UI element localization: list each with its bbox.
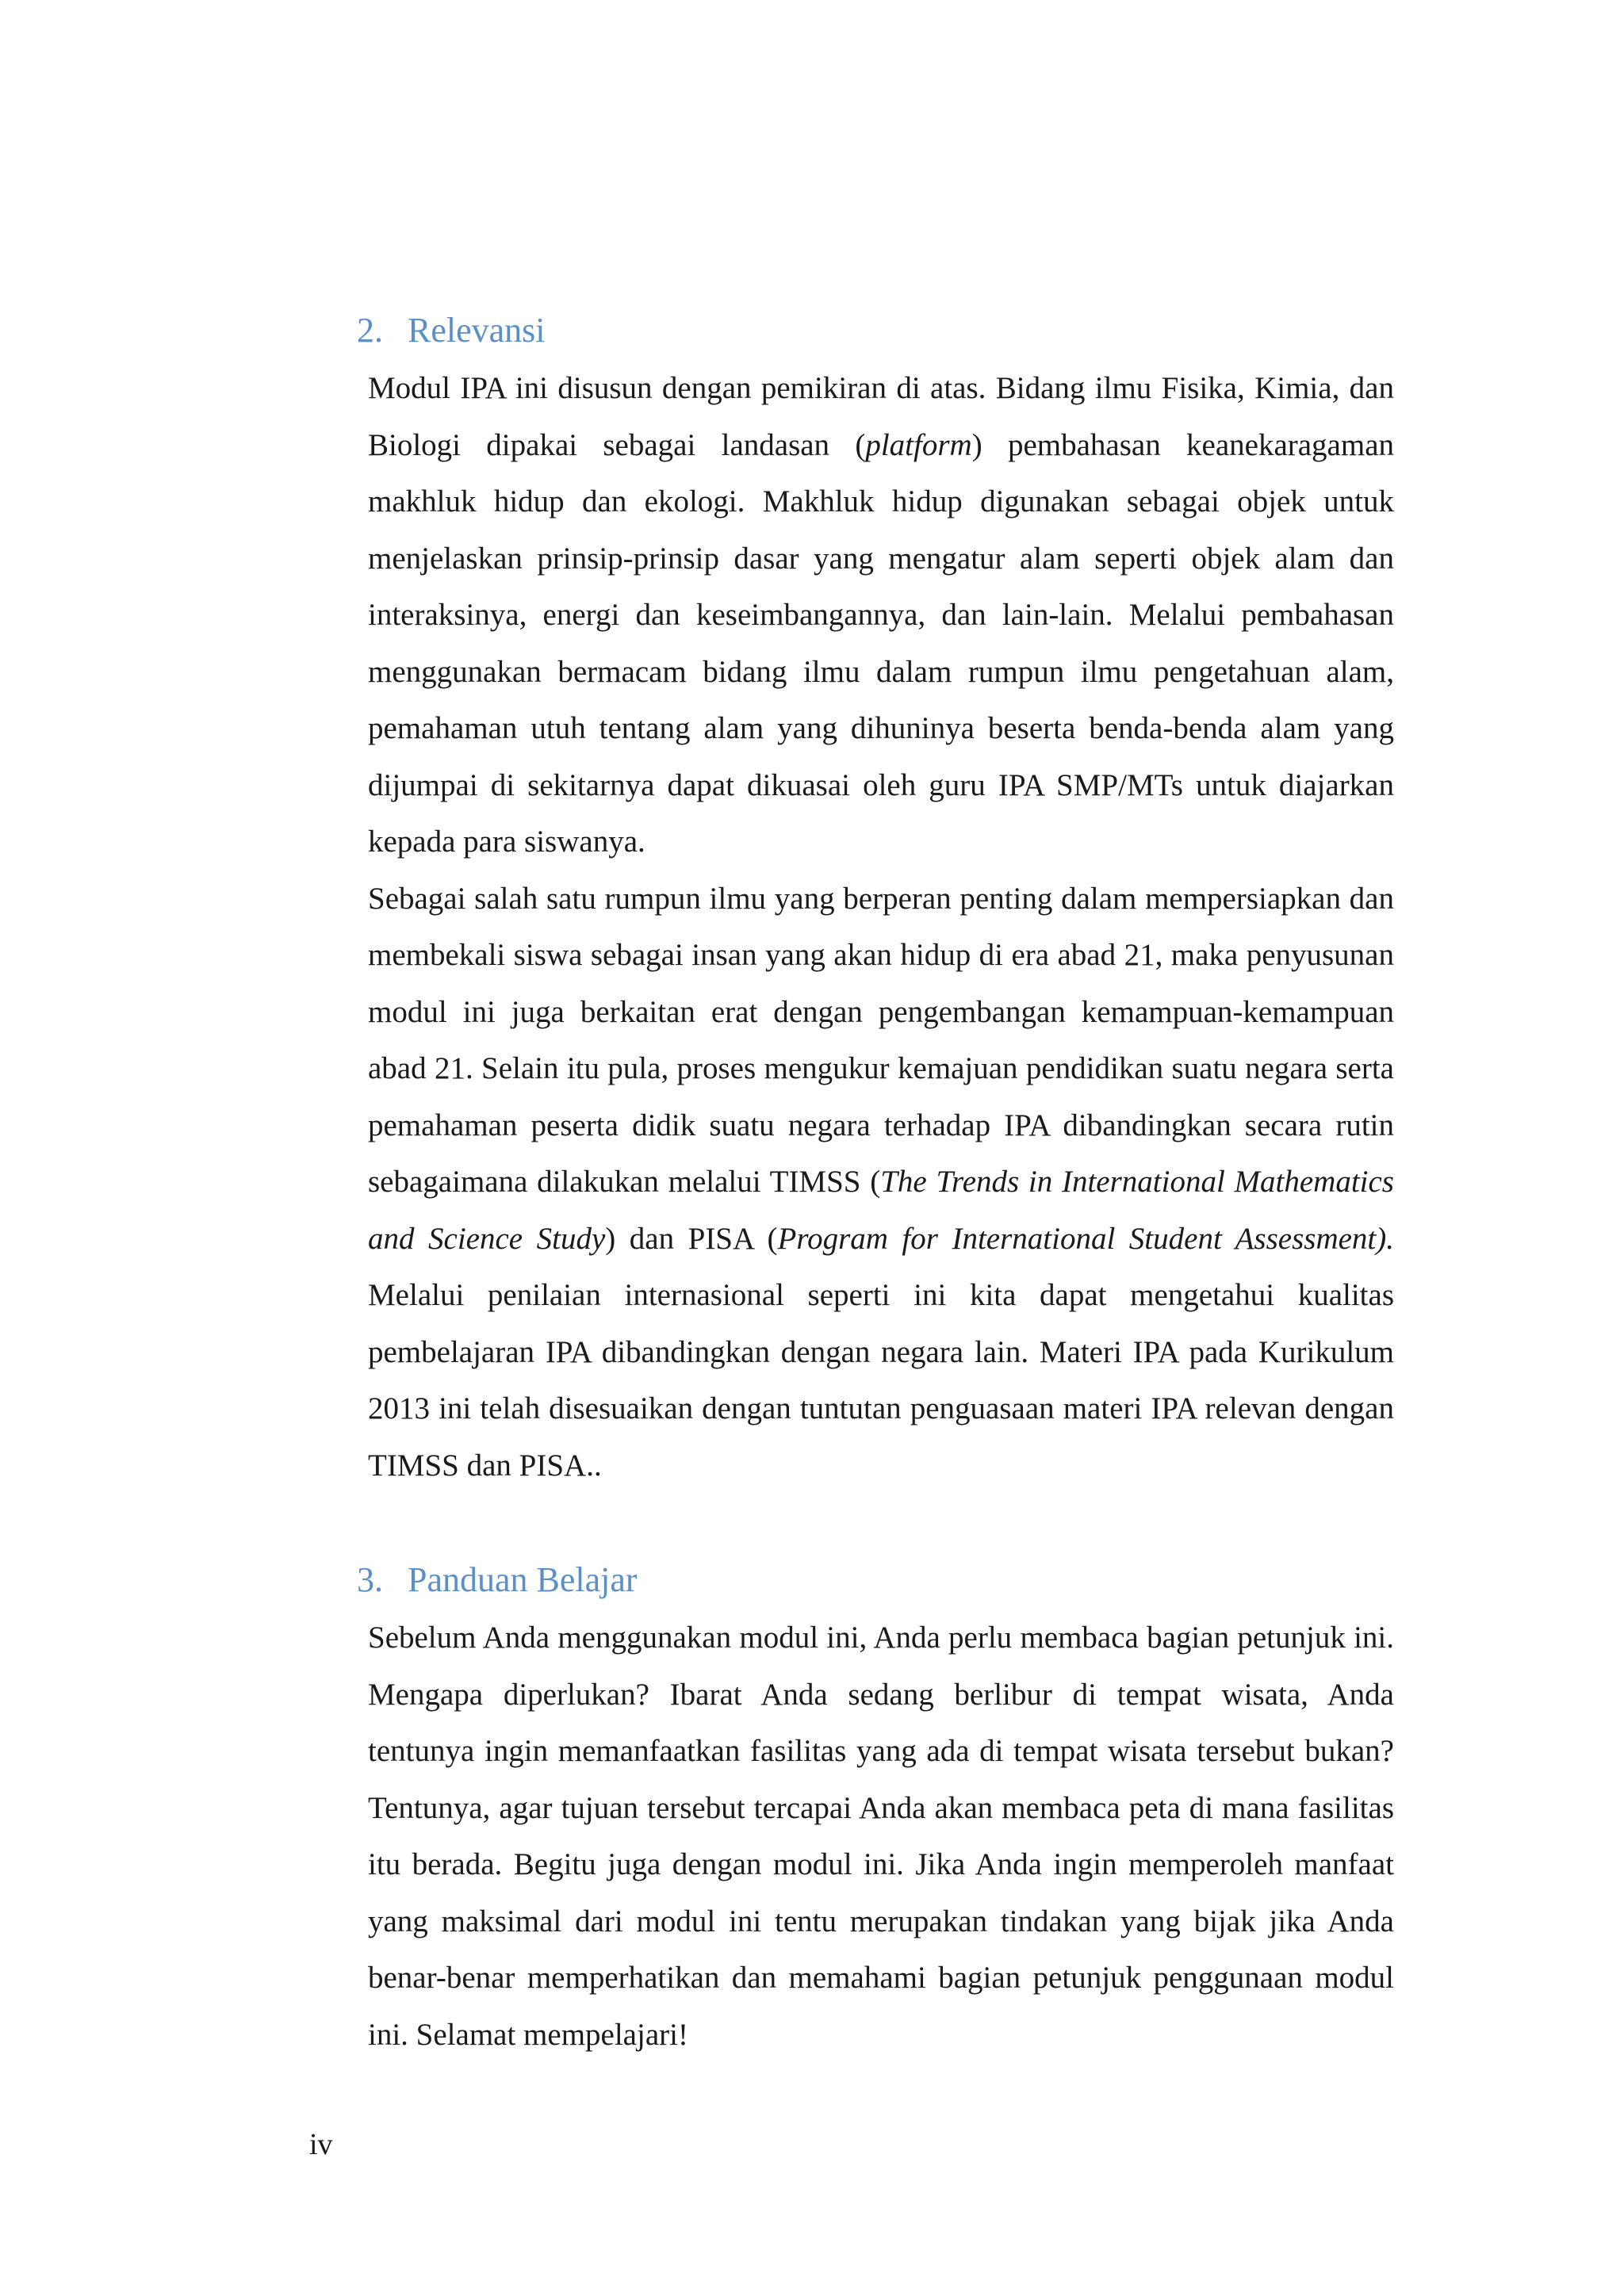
italic-term: The Trends in International Mathematics and Science Study: [368, 1165, 1394, 1256]
text-run: Melalui penilaian internasional seperti ini kita dapat mengetahui kualitas pembelajaran IPA dibandingkan dengan negara lain. Materi IPA pada Kurikulum 2013 ini telah disesuaikan dengan tuntutan penguasaan materi IPA relevan dengan TIMSS dan PISA..: [368, 1278, 1394, 1483]
section-body-panduan: [368, 1609, 1394, 2063]
text-run: ) dan PISA (: [605, 1221, 778, 1256]
italic-term: Program for International Student Assessment).: [777, 1221, 1394, 1256]
section-title: Relevansi: [408, 311, 546, 350]
text-run: Sebagai salah satu rumpun ilmu yang berperan penting dalam mempersiapkan dan membekali siswa sebagai insan yang akan hidup di era abad 21, maka penyusunan modul ini juga berkaitan erat dengan pengembangan kemampuan-kemampuan abad 21. Selain itu pula, proses mengukur kemajuan pendidikan suatu negara serta pemahaman peserta didik suatu negara terhadap IPA dibandingkan secara rutin sebagaimana dilakukan melalui TIMSS (: [368, 881, 1394, 1199]
section-title: Panduan Belajar: [408, 1560, 638, 1599]
text-run: Modul IPA ini disusun dengan pemikiran di atas. Bidang ilmu Fisika, Kimia, dan Biologi dipakai sebagai landasan (: [368, 371, 1394, 462]
page-number: iv: [309, 2128, 333, 2161]
section-heading-relevansi: [357, 303, 1394, 358]
section-relevansi: [357, 303, 1394, 1494]
text-run: ) pembahasan keanekaragaman makhluk hidup dan ekologi. Makhluk hidup digunakan sebagai objek untuk menjelaskan prinsip-prinsip dasar yang mengatur alam seperti objek alam dan interaksinya, energi dan keseimbangannya, dan lain-lain. Melalui pembahasan menggunakan bermacam bidang ilmu dalam rumpun ilmu pengetahuan alam, pemahaman utuh tentang alam yang dihuninya beserta benda-benda alam yang dijumpai di sekitarnya dapat dikuasai oleh guru IPA SMP/MTs untuk diajarkan kepada para siswanya.: [368, 427, 1395, 859]
section-number: 2.: [357, 311, 383, 350]
section-panduan-belajar: [357, 1552, 1394, 2063]
italic-term: platform: [865, 427, 972, 462]
section-number: 3.: [357, 1560, 383, 1599]
section-heading-panduan: [357, 1552, 1394, 1608]
paragraph: Sebelum Anda menggunakan modul ini, Anda perlu membaca bagian petunjuk ini. Mengapa diperlukan? Ibarat Anda sedang berlibur di tempat wisata, Anda tentunya ingin memanfaatkan fasilitas yang ada di tempat wisata tersebut bukan? Tentunya, agar tujuan tersebut tercapai Anda akan membaca peta di mana fasilitas itu berada. Begitu juga dengan modul ini. Jika Anda ingin memperoleh manfaat yang maksimal dari modul ini tentu merupakan tindakan yang bijak jika Anda benar-benar memperhatikan dan memahami bagian petunjuk penggunaan modul ini. Selamat mempelajari!: [368, 1621, 1394, 2052]
paragraph: [368, 360, 1394, 871]
paragraph: [368, 871, 1394, 1494]
section-body-relevansi: [368, 360, 1394, 1494]
